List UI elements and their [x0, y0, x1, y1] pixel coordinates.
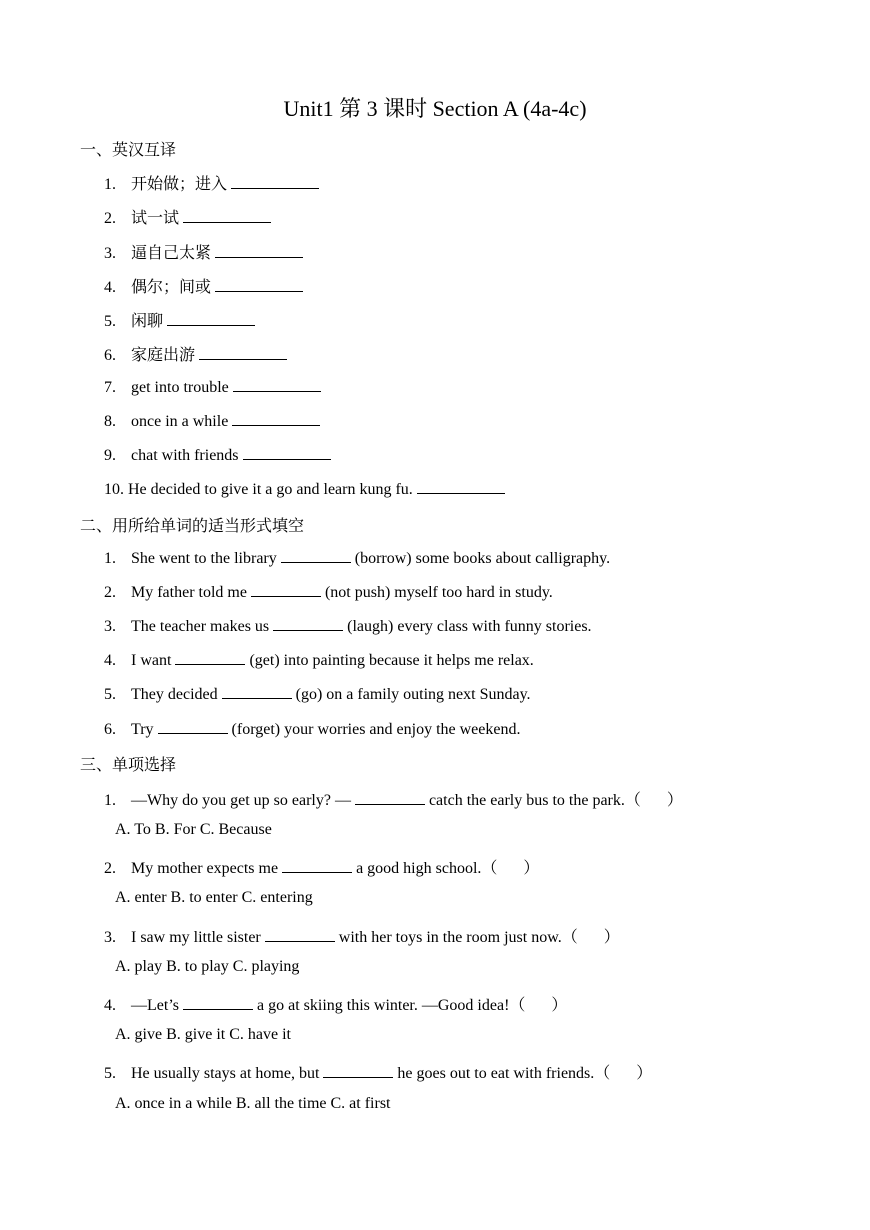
item-number: 4.: [104, 279, 116, 296]
answer-blank[interactable]: [417, 479, 505, 494]
question-text-after: a good high school.（: [356, 860, 498, 877]
item-text: once in a while: [131, 413, 229, 430]
item-text-before: They decided: [131, 686, 218, 703]
mc-question: [104, 1060, 652, 1083]
item-text-before: I want: [131, 652, 172, 669]
item-number: 2.: [104, 584, 116, 601]
item-number: 5.: [104, 686, 116, 703]
question-text-before: He usually stays at home, but: [131, 1065, 320, 1082]
fill-blank-item: [104, 684, 531, 704]
item-text-before: My father told me: [131, 584, 247, 601]
fill-blank-item: [104, 650, 534, 670]
item-text: 偶尔；间或: [131, 279, 212, 296]
mc-options: A. give B. give it C. have it: [115, 1026, 291, 1043]
item-number: 4.: [104, 652, 116, 669]
fill-blank-item: [104, 719, 520, 739]
question-text-before: My mother expects me: [131, 860, 279, 877]
item-text: 开始做；进入: [131, 176, 228, 193]
answer-blank[interactable]: [232, 411, 320, 426]
answer-blank[interactable]: [323, 1063, 393, 1078]
item-number: 5.: [104, 313, 116, 330]
section-heading-word-forms: 二、用所给单词的适当形式填空: [80, 518, 305, 535]
answer-blank[interactable]: [265, 927, 335, 942]
fill-blank-item: [104, 616, 592, 636]
translation-item: [104, 274, 307, 297]
fill-blank-item: [104, 582, 553, 602]
item-text-before: She went to the library: [131, 550, 277, 567]
answer-blank[interactable]: [243, 445, 331, 460]
mc-options: A. enter B. to enter C. entering: [115, 889, 313, 906]
item-text: 闲聊: [131, 313, 164, 330]
close-paren: ）: [523, 860, 540, 877]
answer-blank[interactable]: [222, 684, 292, 699]
item-number: 5.: [104, 1065, 116, 1082]
translation-item: [104, 377, 325, 397]
mc-question: [104, 992, 567, 1015]
item-number: 3.: [104, 929, 116, 946]
mc-options: A. once in a while B. all the time C. at first: [115, 1095, 391, 1112]
item-text-after: (borrow) some books about calligraphy.: [354, 550, 611, 567]
answer-blank[interactable]: [281, 548, 351, 563]
question-text-before: I saw my little sister: [131, 929, 261, 946]
mc-question: [104, 787, 683, 810]
item-text-after: (go) on a family outing next Sunday.: [295, 686, 531, 703]
question-text-after: catch the early bus to the park.（: [428, 792, 641, 809]
item-number: 2.: [104, 210, 116, 227]
item-text-after: (not push) myself too hard in study.: [324, 584, 553, 601]
question-text-after: he goes out to eat with friends.（: [397, 1065, 611, 1082]
close-paren: ）: [636, 1065, 653, 1082]
translation-item: [104, 205, 275, 228]
close-paren: ）: [551, 997, 568, 1014]
item-number: 6.: [104, 347, 116, 364]
answer-blank[interactable]: [251, 582, 321, 597]
answer-blank[interactable]: [355, 790, 425, 805]
answer-blank[interactable]: [233, 377, 321, 392]
answer-blank[interactable]: [183, 995, 253, 1010]
answer-blank[interactable]: [183, 208, 271, 223]
question-text-after: a go at skiing this winter. —Good idea!（: [257, 997, 526, 1014]
mc-options: A. To B. For C. Because: [115, 821, 272, 838]
item-number: 3.: [104, 245, 116, 262]
item-number: 8.: [104, 413, 116, 430]
page-title: Unit1 第 3 课时 Section A (4a-4c): [283, 96, 587, 121]
item-number: 7.: [104, 379, 116, 396]
close-paren: ）: [603, 929, 620, 946]
section-heading-multiple-choice: 三、单项选择: [80, 757, 177, 774]
translation-item: [104, 445, 335, 465]
translation-item: [104, 240, 307, 263]
mc-question: [104, 924, 620, 947]
answer-blank[interactable]: [158, 719, 228, 734]
translation-item: [104, 479, 509, 499]
close-paren: ）: [666, 792, 683, 809]
item-number: 10.: [104, 481, 124, 498]
item-text: He decided to give it a go and learn kung fu.: [128, 481, 413, 498]
question-text-before: —Let’s: [131, 997, 179, 1014]
item-text-after: (get) into painting because it helps me relax.: [249, 652, 534, 669]
item-text: chat with friends: [131, 447, 239, 464]
translation-item: [104, 171, 323, 194]
item-number: 3.: [104, 618, 116, 635]
translation-item: [104, 308, 259, 331]
item-number: 2.: [104, 860, 116, 877]
translation-item: [104, 342, 291, 365]
item-text-after: (forget) your worries and enjoy the weekend.: [231, 721, 521, 738]
section-heading-translation: 一、英汉互译: [80, 142, 177, 159]
item-text: 逼自己太紧: [131, 245, 212, 262]
answer-blank[interactable]: [273, 616, 343, 631]
mc-question: [104, 855, 539, 878]
answer-blank[interactable]: [175, 650, 245, 665]
item-text: 试一试: [131, 210, 180, 227]
translation-item: [104, 411, 324, 431]
item-number: 6.: [104, 721, 116, 738]
answer-blank[interactable]: [231, 174, 319, 189]
fill-blank-item: [104, 548, 610, 568]
item-text-before: Try: [131, 721, 154, 738]
question-text-before: —Why do you get up so early? —: [131, 792, 351, 809]
answer-blank[interactable]: [199, 345, 287, 360]
answer-blank[interactable]: [167, 311, 255, 326]
item-text-after: (laugh) every class with funny stories.: [347, 618, 592, 635]
mc-options: A. play B. to play C. playing: [115, 958, 300, 975]
item-number: 1.: [104, 550, 116, 567]
item-number: 9.: [104, 447, 116, 464]
item-text: get into trouble: [131, 379, 229, 396]
item-number: 1.: [104, 792, 116, 809]
item-text: 家庭出游: [131, 347, 196, 364]
question-text-after: with her toys in the room just now.（: [338, 929, 578, 946]
item-text-before: The teacher makes us: [131, 618, 270, 635]
answer-blank[interactable]: [215, 277, 303, 292]
answer-blank[interactable]: [282, 858, 352, 873]
item-number: 4.: [104, 997, 116, 1014]
item-number: 1.: [104, 176, 116, 193]
answer-blank[interactable]: [215, 243, 303, 258]
